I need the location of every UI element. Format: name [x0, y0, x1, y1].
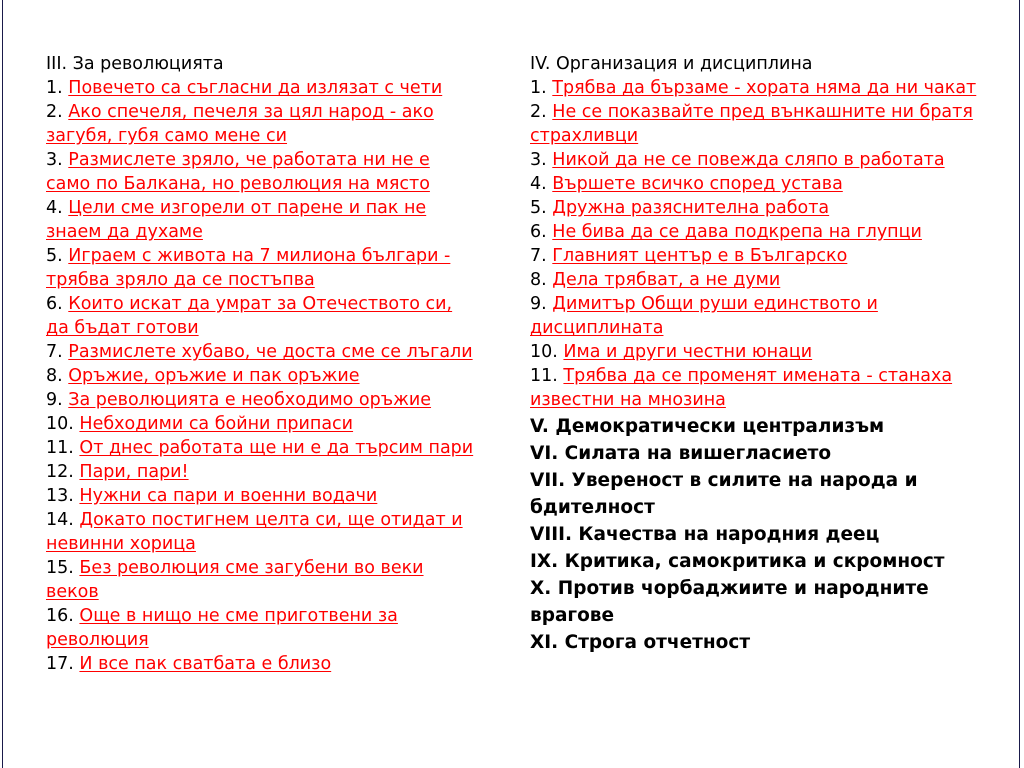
- item-link[interactable]: Нужни са пари и военни водачи: [79, 486, 378, 506]
- list-item: [530, 220, 980, 244]
- list-item: [46, 484, 476, 508]
- item-number: 4.: [46, 198, 63, 218]
- item-number: 8.: [46, 366, 63, 386]
- item-link[interactable]: Които искат да умрат за Отечеството си, да бъдат готови: [46, 294, 453, 338]
- list-item: [46, 148, 476, 196]
- list-item: [530, 148, 980, 172]
- item-number: 5.: [530, 198, 547, 218]
- item-link[interactable]: Не се показвайте пред вънкашните ни братя страхливци: [530, 102, 973, 146]
- item-link[interactable]: Никой да не се повежда сляпо в работата: [552, 150, 945, 170]
- item-number: 13.: [46, 486, 74, 506]
- list-item: [530, 244, 980, 268]
- section-heading-xi: XI. Строга отчетност: [530, 632, 751, 653]
- item-link[interactable]: Димитър Общи руши единството и дисциплината: [530, 294, 878, 338]
- bold-section-list: [530, 413, 980, 656]
- item-number: 5.: [46, 246, 63, 266]
- list-item: [46, 196, 476, 244]
- item-number: 14.: [46, 510, 74, 530]
- item-link[interactable]: Докато постигнем целта си, ще отидат и невинни хорица: [46, 510, 463, 554]
- item-link[interactable]: Още в нищо не сме приготвени за революция: [46, 606, 398, 650]
- list-item: [46, 508, 476, 556]
- item-number: 9.: [46, 390, 63, 410]
- item-number: 7.: [46, 342, 63, 362]
- item-number: 10.: [530, 342, 558, 362]
- item-link[interactable]: Оръжие, оръжие и пак оръжие: [68, 366, 360, 386]
- item-link[interactable]: Вършете всичко според устава: [552, 174, 843, 194]
- list-item: [530, 172, 980, 196]
- item-number: 7.: [530, 246, 547, 266]
- list-item: [530, 268, 980, 292]
- right-item-list: [530, 76, 980, 412]
- section-heading-viii: VIII. Качества на народния деец: [530, 524, 880, 545]
- item-number: 15.: [46, 558, 74, 578]
- list-item: [530, 340, 980, 364]
- item-number: 11.: [530, 366, 558, 386]
- item-number: 8.: [530, 270, 547, 290]
- item-link[interactable]: И все пак сватбата е близо: [79, 654, 332, 674]
- item-link[interactable]: Без революция сме загубени во веки веков: [46, 558, 424, 602]
- item-link[interactable]: Повечето са съгласни да излязат с чети: [68, 78, 443, 98]
- list-item: [530, 196, 980, 220]
- item-number: 3.: [46, 150, 63, 170]
- item-link[interactable]: Размислете зряло, че работата ни не е само по Балкана, но революция на място: [46, 150, 430, 194]
- section-heading-vii: VII. Увереност в силите на народа и бдителност: [530, 470, 918, 518]
- item-link[interactable]: Трябва да бързаме - хората няма да ни чакат: [552, 78, 977, 98]
- list-item: [530, 292, 980, 340]
- section-heading-iii: III. За революцията: [46, 54, 224, 74]
- item-link[interactable]: Има и други честни юнаци: [563, 342, 813, 362]
- list-item: [46, 556, 476, 604]
- list-item: [46, 388, 476, 412]
- item-number: 3.: [530, 150, 547, 170]
- list-item: [530, 76, 980, 100]
- section-heading-vi: VI. Силата на вишегласието: [530, 443, 832, 464]
- list-item: [46, 412, 476, 436]
- item-number: 9.: [530, 294, 547, 314]
- item-number: 17.: [46, 654, 74, 674]
- section-heading-ix: IX. Критика, самокритика и скромност: [530, 551, 945, 572]
- item-link[interactable]: Ако спечеля, печеля за цял народ - ако загубя, губя само мене си: [46, 102, 434, 146]
- list-item: [530, 364, 980, 412]
- item-link[interactable]: Цели сме изгорели от парене и пак не знаем да духаме: [46, 198, 427, 242]
- item-number: 2.: [530, 102, 547, 122]
- item-number: 6.: [530, 222, 547, 242]
- item-link[interactable]: Играем с живота на 7 милиона българи - трябва зряло да се постъпва: [46, 246, 451, 290]
- section-heading-x: X. Против чорбаджиите и народните врагове: [530, 578, 929, 626]
- list-item: [530, 100, 980, 148]
- list-item: [46, 100, 476, 148]
- item-link[interactable]: За революцията е необходимо оръжие: [68, 390, 432, 410]
- section-heading-iv: IV. Организация и дисциплина: [530, 54, 813, 74]
- slide-left-border: [2, 0, 3, 768]
- list-item: [46, 292, 476, 340]
- list-item: [46, 76, 476, 100]
- item-link[interactable]: Дела трябват, а не думи: [552, 270, 781, 290]
- item-number: 11.: [46, 438, 74, 458]
- item-link[interactable]: Не бива да се дава подкрепа на глупци: [552, 222, 922, 242]
- item-link[interactable]: Дружна разяснителна работа: [552, 198, 830, 218]
- list-item: [46, 436, 476, 460]
- section-heading-v: V. Демократически централизъм: [530, 416, 885, 437]
- item-link[interactable]: Трябва да се променят имената - станаха известни на мнозина: [530, 366, 953, 410]
- right-column: [530, 52, 980, 656]
- item-link[interactable]: Главният център е в Българско: [552, 246, 848, 266]
- item-link[interactable]: Размислете хубаво, че доста сме се лъгали: [68, 342, 473, 362]
- item-number: 4.: [530, 174, 547, 194]
- item-number: 2.: [46, 102, 63, 122]
- list-item: [46, 652, 476, 676]
- left-item-list: [46, 76, 476, 676]
- item-link[interactable]: Небходими са бойни припаси: [79, 414, 354, 434]
- item-number: 1.: [46, 78, 63, 98]
- item-link[interactable]: Пари, пари!: [79, 462, 189, 482]
- list-item: [46, 244, 476, 292]
- list-item: [46, 604, 476, 652]
- slide-right-border: [1019, 0, 1020, 768]
- list-item: [46, 340, 476, 364]
- item-number: 16.: [46, 606, 74, 626]
- item-number: 1.: [530, 78, 547, 98]
- list-item: [46, 460, 476, 484]
- list-item: [46, 364, 476, 388]
- item-number: 6.: [46, 294, 63, 314]
- left-column: [46, 52, 476, 676]
- item-link[interactable]: От днес работата ще ни е да търсим пари: [79, 438, 474, 458]
- item-number: 12.: [46, 462, 74, 482]
- item-number: 10.: [46, 414, 74, 434]
